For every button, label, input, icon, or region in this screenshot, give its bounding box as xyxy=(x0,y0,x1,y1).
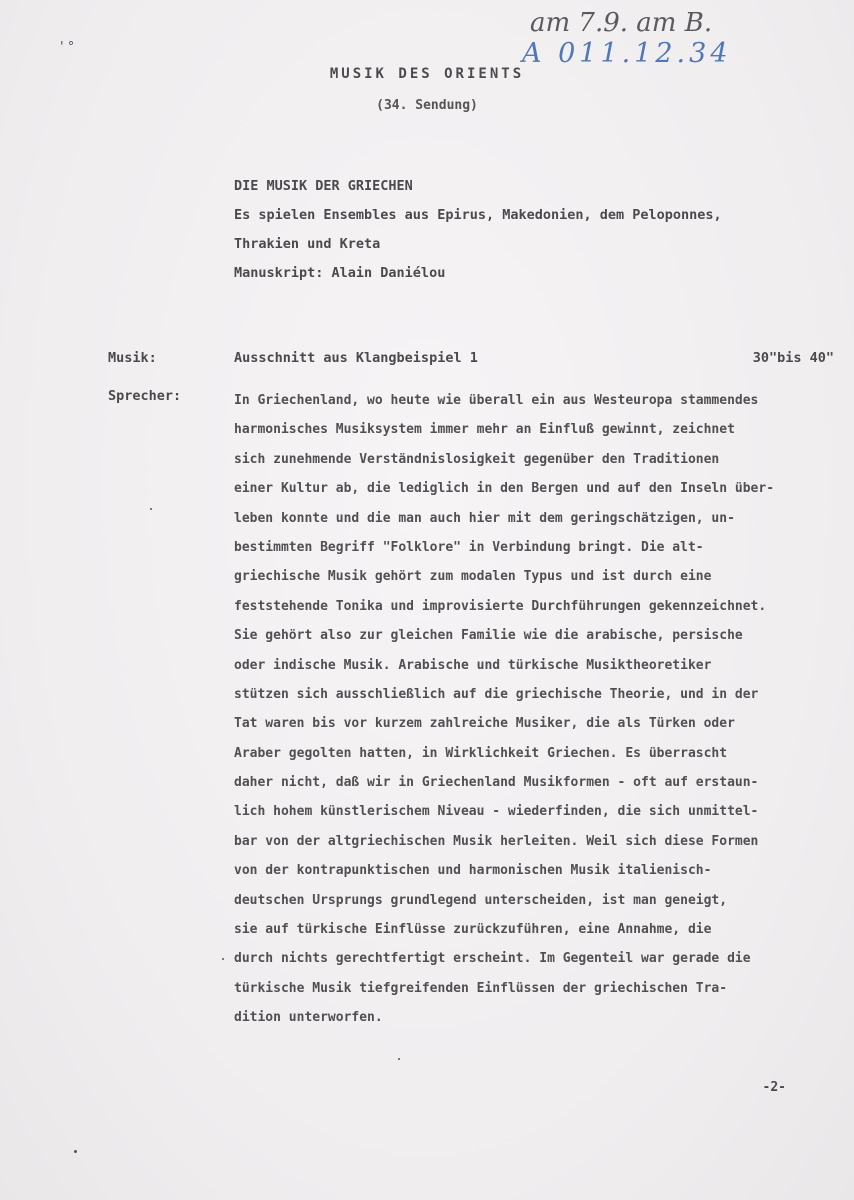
speaker-text xyxy=(234,386,850,1033)
program-info xyxy=(234,172,722,288)
music-cue-duration: 30"bis 40" xyxy=(752,350,834,366)
text-line: leben konnte und die man auch hier mit dem geringschätzigen, un- xyxy=(234,510,735,526)
text-line: deutschen Ursprungs grundlegend unterscheiden, ist man geneigt, xyxy=(234,892,728,908)
text-line: lich hohem künstlerischem Niveau - wiederfinden, die sich unmittel- xyxy=(234,804,759,820)
text-line: türkische Musik tiefgreifenden Einflüssen der griechischen Tra- xyxy=(234,980,728,996)
text-line: einer Kultur ab, die lediglich in den Bergen und auf den Inseln über- xyxy=(234,481,775,497)
text-line: bar von der altgriechischen Musik herleiten. Weil sich diese Formen xyxy=(234,833,759,849)
text-line: Sie gehört also zur gleichen Familie wie die arabische, persische xyxy=(234,628,743,644)
paper-speck xyxy=(398,1058,400,1060)
text-line: stützen sich ausschließlich auf die griechische Theorie, und in der xyxy=(234,686,759,702)
text-line: harmonisches Musiksystem immer mehr an Einfluß gewinnt, zeichnet xyxy=(234,422,735,438)
handwritten-archive-number: A 011.12.34 xyxy=(522,38,732,69)
text-line: Tat waren bis vor kurzem zahlreiche Musiker, die als Türken oder xyxy=(234,716,735,732)
paper-speck xyxy=(222,958,224,960)
text-line: sich zunehmende Verständnislosigkeit gegenüber den Traditionen xyxy=(234,451,720,467)
text-line: oder indische Musik. Arabische und türkische Musiktheoretiker xyxy=(234,657,712,673)
text-line: feststehende Tonika und improvisierte Durchführungen gekennzeichnet. xyxy=(234,598,767,614)
text-line: daher nicht, daß wir in Griechenland Musikformen - oft auf erstaun- xyxy=(234,775,759,791)
corner-mark: ' ° xyxy=(60,40,75,55)
paper-speck xyxy=(74,1150,77,1153)
text-line: Araber gegolten hatten, in Wirklichkeit Griechen. Es überrascht xyxy=(234,745,728,761)
program-heading: DIE MUSIK DER GRIECHEN xyxy=(234,178,413,194)
music-label: Musik: xyxy=(108,350,157,366)
episode-number: (34. Sendung) xyxy=(376,98,478,113)
text-line: bestimmten Begriff "Folklore" in Verbindung bringt. Die alt- xyxy=(234,539,704,555)
program-description-line: Thrakien und Kreta xyxy=(234,236,381,252)
text-line: griechische Musik gehört zum modalen Typus und ist durch eine xyxy=(234,569,712,585)
page-number: -2- xyxy=(762,1080,786,1095)
music-cue-text: Ausschnitt aus Klangbeispiel 1 xyxy=(234,350,478,366)
text-line: dition unterworfen. xyxy=(234,1010,383,1026)
text-line: durch nichts gerechtfertigt erscheint. Im Gegenteil war gerade die xyxy=(234,951,751,967)
handwritten-note-date: am 7.9. am B. xyxy=(530,8,713,38)
speaker-label: Sprecher: xyxy=(108,388,182,404)
text-line: In Griechenland, wo heute wie überall ein aus Westeuropa stammendes xyxy=(234,393,759,408)
manuscript-credit: Manuskript: Alain Daniélou xyxy=(234,265,446,281)
text-line: sie auf türkische Einflüsse zurückzuführen, eine Annahme, die xyxy=(234,922,712,938)
text-line: von der kontrapunktischen und harmonischen Musik italienisch- xyxy=(234,863,712,879)
paper-speck xyxy=(150,508,152,510)
program-description-line: Es spielen Ensembles aus Epirus, Makedonien, dem Peloponnes, xyxy=(234,207,722,223)
page-title: MUSIK DES ORIENTS xyxy=(329,66,525,82)
